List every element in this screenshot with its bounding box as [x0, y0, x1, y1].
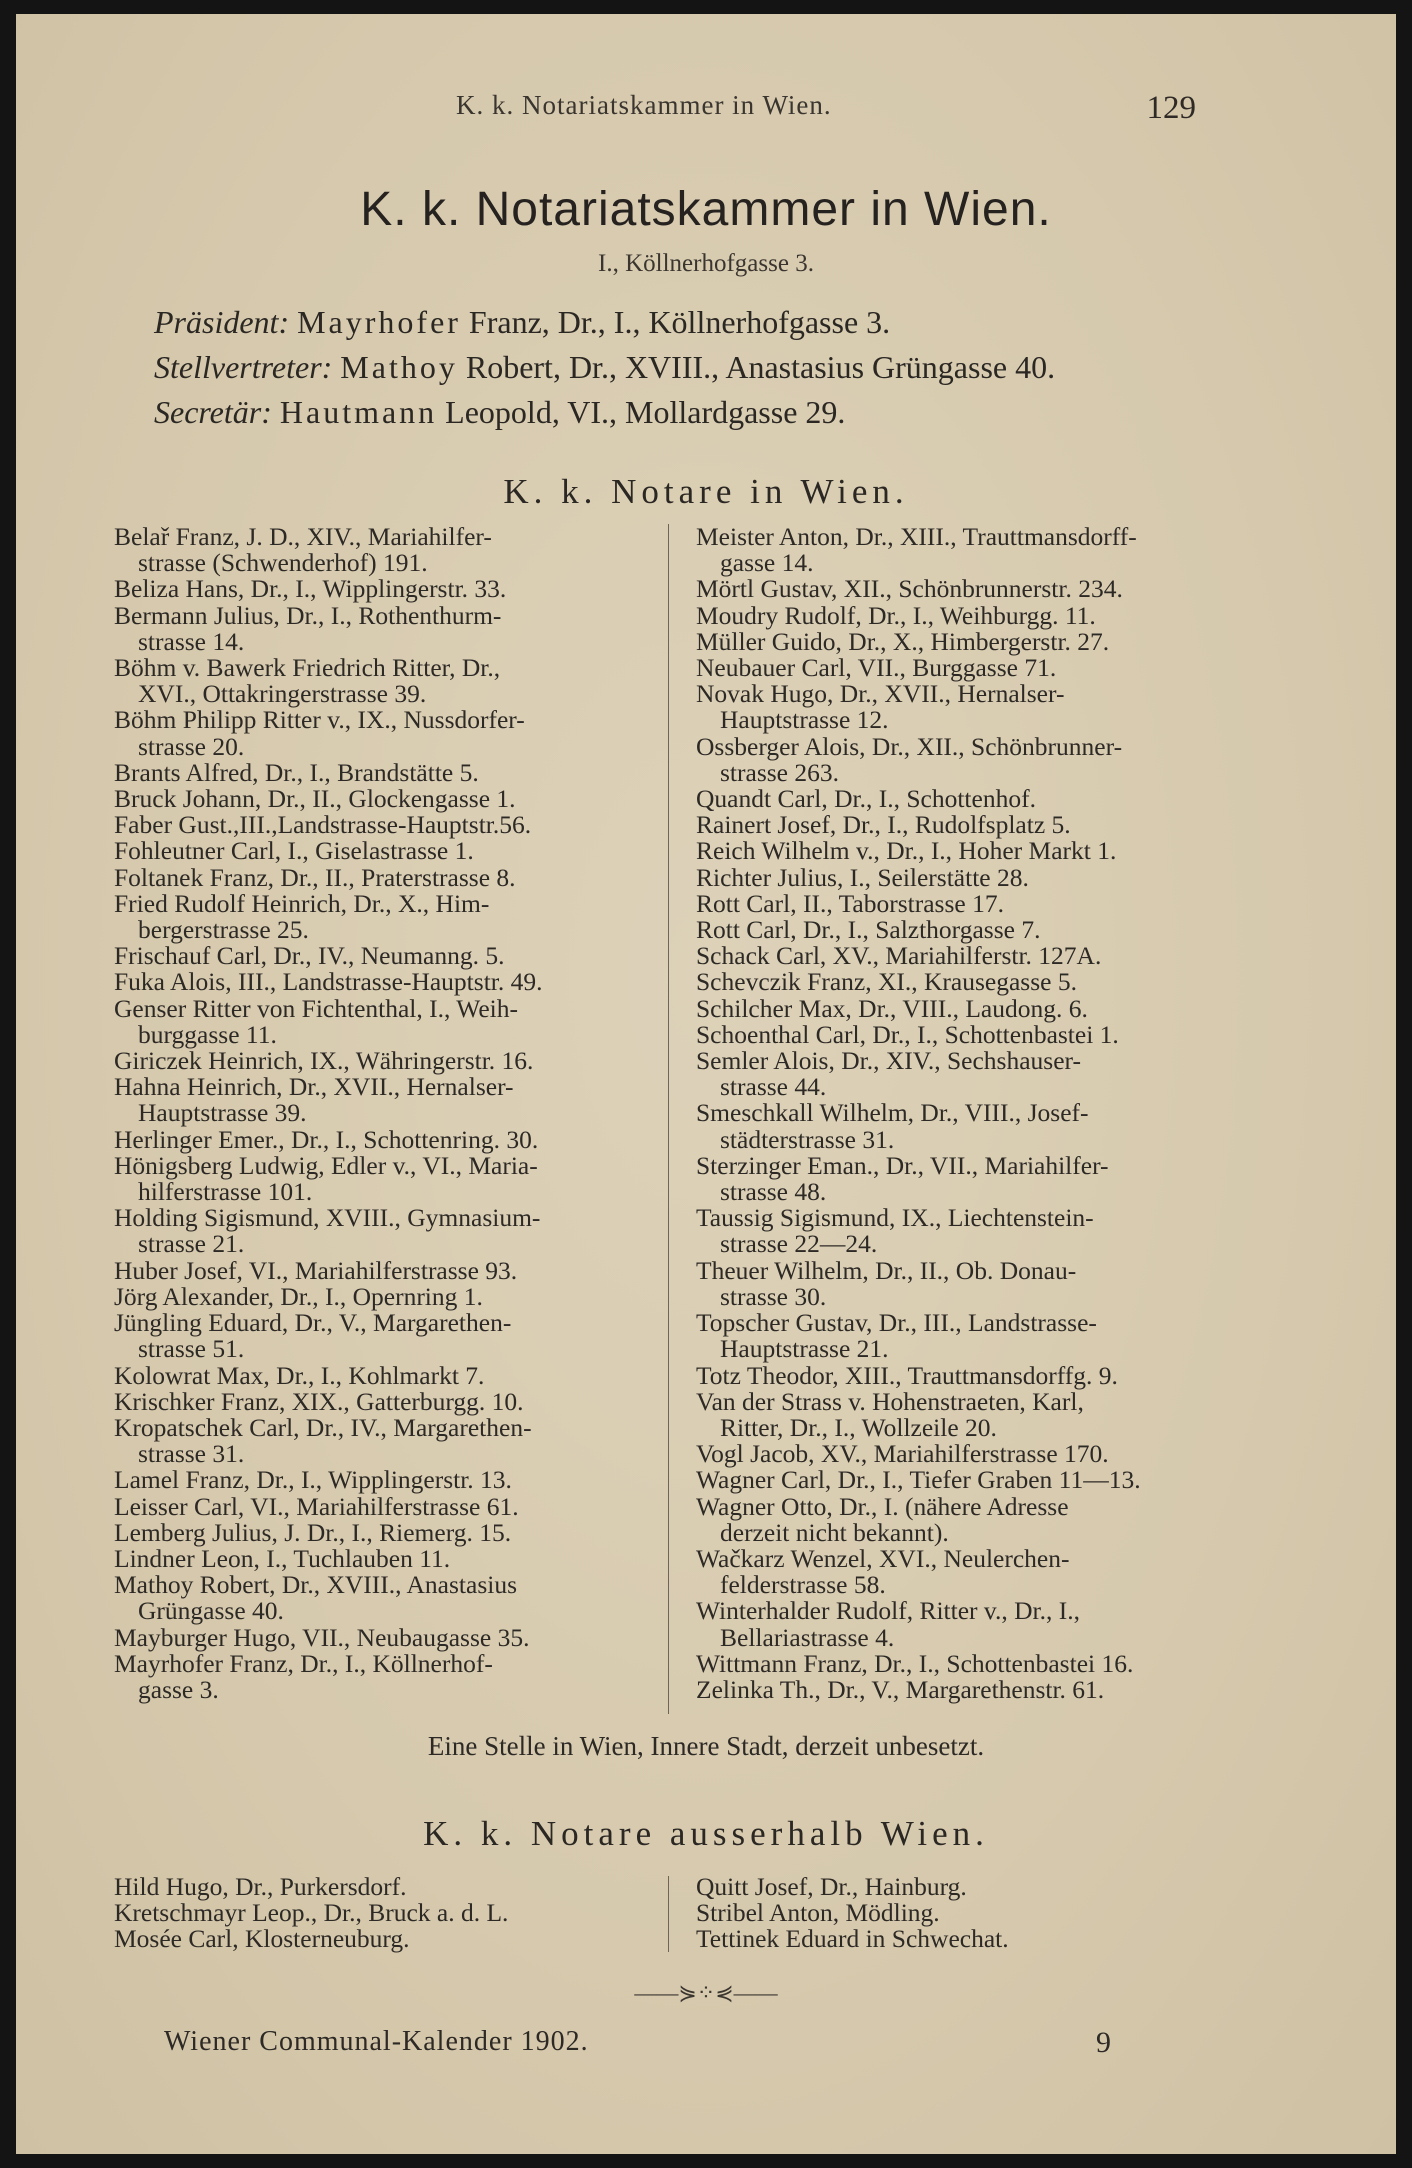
notary-entry-continuation: burggasse 11.: [138, 1019, 277, 1049]
notary-entry-line: Herlinger Emer., Dr., I., Schottenring. 30.: [114, 1124, 539, 1154]
publication-title: Wiener Communal-Kalender 1902.: [164, 2026, 589, 2057]
notary-entry-line: Lindner Leon, I., Tuchlauben 11.: [114, 1543, 451, 1573]
officer-details: Leopold, VI., Mollardgasse 29.: [445, 394, 846, 430]
notary-entry: [114, 969, 542, 995]
notary-entry: [114, 655, 542, 707]
document-page: [16, 14, 1396, 2154]
notary-entry: [696, 1648, 1141, 1678]
vienna-notaries-left-column: [114, 524, 542, 1703]
column-divider: [668, 524, 669, 1714]
notary-entry: [114, 1543, 542, 1573]
notary-entry-line: Ossberger Alois, Dr., XII., Schönbrunner-: [696, 731, 1123, 761]
officer-secretary: [154, 390, 1264, 435]
notary-entry-continuation: strasse 21.: [138, 1229, 245, 1259]
notary-entry: [114, 993, 542, 1049]
notary-entry-line: Reich Wilhelm v., Dr., I., Hoher Markt 1.: [696, 836, 1117, 866]
notary-entry: [114, 600, 542, 656]
notary-entry-line: Schevczik Franz, XI., Krausegasse 5.: [696, 967, 1077, 997]
notary-entry: [114, 1150, 542, 1207]
notary-entry-line: Meister Anton, Dr., XIII., Trauttmansdorff-: [696, 522, 1137, 551]
notary-entry-line: Huber Josef, VI., Mariahilferstrasse 93.: [114, 1255, 518, 1285]
notary-entry: [114, 1900, 508, 1926]
notary-entry-line: Holding Sigismund, XVIII., Gymnasium-: [114, 1203, 541, 1233]
notary-entry: [114, 786, 542, 812]
notary-entry: [696, 1255, 1141, 1311]
page-footer: [16, 2026, 1396, 2066]
notary-entry: [114, 1255, 542, 1285]
notary-entry-continuation: derzeit nicht bekannt).: [720, 1517, 949, 1547]
notary-entry: [696, 917, 1141, 943]
notary-entry-line: Fohleutner Carl, I., Giselastrasse 1.: [114, 836, 474, 866]
notary-entry-continuation: strasse 20.: [138, 731, 245, 761]
notary-entry-line: Böhm v. Bawerk Friedrich Ritter, Dr.,: [114, 653, 501, 683]
notary-entry: [696, 1926, 1009, 1952]
notary-entry-line: Mörtl Gustav, XII., Schönbrunnerstr. 234.: [696, 574, 1123, 604]
vacancy-note: Eine Stelle in Wien, Innere Stadt, derzeit unbesetzt.: [427, 1731, 985, 1761]
notary-entry: [114, 1572, 542, 1624]
officer-details: Robert, Dr., XVIII., Anastasius Grüngasse 40.: [465, 349, 1056, 385]
notary-entry: [696, 1874, 1009, 1900]
notary-entry-line: Leisser Carl, VI., Mariahilferstrasse 61.: [114, 1491, 519, 1521]
notary-entry: [114, 1124, 542, 1154]
notary-entry: [696, 731, 1141, 787]
running-head: [16, 90, 1396, 130]
notary-entry-line: Mathoy Robert, Dr., XVIII., Anastasius: [114, 1570, 517, 1600]
notary-entry: [114, 812, 542, 838]
notary-entry-line: Schoenthal Carl, Dr., I., Schottenbastei 1.: [696, 1019, 1119, 1049]
notary-entry-line: Kretschmayr Leop., Dr., Bruck a. d. L.: [114, 1898, 509, 1928]
notary-entry-line: Winterhalder Rudolf, Ritter v., Dr., I.,: [696, 1596, 1080, 1626]
notary-entry-line: Müller Guido, Dr., X., Himbergerstr. 27.: [696, 626, 1110, 656]
notary-entry-continuation: strasse (Schwenderhof) 191.: [138, 548, 428, 578]
notary-entry: [696, 993, 1141, 1023]
signature-mark: 9: [1096, 2026, 1111, 2059]
notary-entry: [696, 655, 1141, 681]
notary-entry-line: Neubauer Carl, VII., Burggasse 71.: [696, 653, 1057, 683]
chamber-address: I., Köllnerhofgasse 3.: [598, 250, 814, 277]
notary-entry-continuation: gasse 14.: [720, 548, 814, 578]
notary-entry: [696, 1543, 1141, 1600]
notary-entry: [696, 600, 1141, 630]
notary-entry-line: Wagner Otto, Dr., I. (nähere Adresse: [696, 1491, 1069, 1521]
notary-entry-line: Foltanek Franz, Dr., II., Praterstrasse 8.: [114, 862, 516, 892]
notary-entry-line: Quitt Josef, Dr., Hainburg.: [696, 1872, 967, 1901]
notary-entry-line: Hahna Heinrich, Dr., XVII., Hernalser-: [114, 1072, 514, 1102]
notary-entry: [696, 786, 1141, 812]
notary-entry-line: Kolowrat Max, Dr., I., Kohlmarkt 7.: [114, 1360, 485, 1390]
notary-entry-line: Quandt Carl, Dr., I., Schottenhof.: [696, 784, 1036, 814]
notary-entry-continuation: strasse 31.: [138, 1439, 245, 1469]
notary-entry-line: Smeschkall Wilhelm, Dr., VIII., Josef-: [696, 1098, 1089, 1128]
notary-entry-continuation: Ritter, Dr., I., Wollzeile 20.: [720, 1412, 997, 1442]
notary-entry-continuation: strasse 263.: [720, 757, 839, 787]
vienna-section-title: K. k. Notare in Wien.: [503, 472, 909, 511]
notary-entry: [114, 1491, 542, 1521]
notary-entry-line: Topscher Gustav, Dr., III., Landstrasse-: [696, 1308, 1097, 1338]
notary-entry: [114, 1386, 542, 1416]
notary-entry-continuation: strasse 44.: [720, 1072, 827, 1102]
notary-entry-continuation: XVI., Ottakringerstrasse 39.: [138, 679, 427, 709]
notary-entry-line: Fried Rudolf Heinrich, Dr., X., Him-: [114, 888, 490, 918]
notary-entry: [696, 524, 1141, 576]
notary-entry-line: Schack Carl, XV., Mariahilferstr. 127A.: [696, 941, 1102, 971]
notary-entry-line: Faber Gust.,III.,Landstrasse-Hauptstr.56.: [114, 810, 532, 840]
notary-entry-line: Mosée Carl, Klosterneuburg.: [114, 1924, 410, 1954]
notary-entry: [696, 812, 1141, 838]
notary-entry-line: Semler Alois, Dr., XIV., Sechshauser-: [696, 1046, 1082, 1076]
notary-entry-continuation: strasse 22—24.: [720, 1229, 878, 1259]
officer-deputy: [154, 345, 1264, 390]
notary-entry-line: Jörg Alexander, Dr., I., Opernring 1.: [114, 1281, 483, 1311]
notary-entry: [114, 838, 542, 864]
notary-entry: [696, 1150, 1141, 1207]
notary-entry-line: Böhm Philipp Ritter v., IX., Nussdorfer-: [114, 705, 525, 735]
officer-surname: Mayrhofer: [297, 304, 461, 340]
notary-entry: [696, 1674, 1141, 1704]
notary-entry-line: Moudry Rudolf, Dr., I., Weihburgg. 11.: [696, 600, 1096, 630]
notary-entry-continuation: felderstrasse 58.: [720, 1570, 886, 1600]
notary-entry-line: Wačkarz Wenzel, XVI., Neulerchen-: [696, 1543, 1070, 1573]
notary-entry: [696, 626, 1141, 656]
notary-entry: [114, 1648, 542, 1704]
notary-entry: [696, 1048, 1141, 1100]
notary-entry-continuation: gasse 3.: [138, 1674, 219, 1704]
notary-entry: [696, 1205, 1141, 1257]
notary-entry-line: Fuka Alois, III., Landstrasse-Hauptstr. 49.: [114, 967, 543, 997]
notary-entry: [696, 681, 1141, 733]
notary-entry: [696, 969, 1141, 995]
officer-surname: Hautmann: [279, 394, 438, 430]
notary-entry-continuation: Bellariastrasse 4.: [720, 1622, 895, 1652]
notary-entry-line: Richter Julius, I., Seilerstätte 28.: [696, 862, 1029, 892]
notary-entry-line: Jüngling Eduard, Dr., V., Margarethen-: [114, 1308, 512, 1338]
notary-entry: [114, 1412, 542, 1469]
notary-entry-line: Frischauf Carl, Dr., IV., Neumanng. 5.: [114, 941, 505, 971]
notary-entry: [114, 524, 542, 576]
notary-entry: [696, 1441, 1141, 1467]
officers-list: [154, 300, 1264, 435]
notary-entry-line: Hönigsberg Ludwig, Edler v., VI., Maria-: [114, 1150, 538, 1180]
notary-entry-continuation: strasse 30.: [720, 1281, 827, 1311]
notary-entry-line: Kropatschek Carl, Dr., IV., Margarethen-: [114, 1412, 532, 1442]
notary-entry: [696, 888, 1141, 918]
notary-entry: [696, 1491, 1141, 1547]
notary-entry-line: Hild Hugo, Dr., Purkersdorf.: [114, 1872, 407, 1901]
notary-entry: [114, 1310, 542, 1362]
notary-entry-continuation: Hauptstrasse 21.: [720, 1334, 889, 1364]
officer-role: Secretär:: [154, 394, 272, 430]
notary-entry: [114, 1622, 542, 1652]
officer-role: Präsident:: [154, 304, 290, 340]
vienna-notaries-right-column: [696, 524, 1141, 1703]
notary-entry-line: Lamel Franz, Dr., I., Wipplingerstr. 13.: [114, 1465, 512, 1495]
notary-entry-continuation: Grüngasse 40.: [138, 1596, 284, 1626]
outside-section-title: K. k. Notare ausserhalb Wien.: [423, 1814, 989, 1853]
notary-entry: [696, 1310, 1141, 1362]
notary-entry: [114, 1874, 508, 1900]
outside-notaries-right-column: [696, 1874, 1009, 1953]
officer-role: Stellvertreter:: [154, 349, 333, 385]
notary-entry-line: Rainert Josef, Dr., I., Rudolfsplatz 5.: [696, 810, 1071, 840]
ornament-divider: ——⋟⁘⋞——: [634, 1980, 778, 2005]
notary-entry-line: Wagner Carl, Dr., I., Tiefer Graben 11—13.: [696, 1465, 1141, 1495]
notary-entry: [696, 1386, 1141, 1442]
notary-entry-continuation: strasse 14.: [138, 626, 245, 656]
notary-entry-line: Belař Franz, J. D., XIV., Mariahilfer-: [114, 522, 492, 551]
notary-entry: [696, 862, 1141, 892]
notary-entry-line: Mayburger Hugo, VII., Neubaugasse 35.: [114, 1622, 530, 1652]
notary-entry-line: Wittmann Franz, Dr., I., Schottenbastei 16.: [696, 1648, 1134, 1678]
notary-entry: [696, 1100, 1141, 1152]
notary-entry: [114, 1205, 542, 1257]
notary-entry: [114, 1517, 542, 1547]
notary-entry-continuation: Hauptstrasse 12.: [720, 705, 889, 735]
notary-entry-continuation: bergerstrasse 25.: [138, 915, 309, 945]
column-divider: [668, 1876, 669, 1952]
notary-entry-line: Mayrhofer Franz, Dr., I., Köllnerhof-: [114, 1648, 493, 1678]
notary-entry-line: Bermann Julius, Dr., I., Rothenthurm-: [114, 600, 502, 630]
notary-entry: [114, 576, 542, 602]
officer-details: Franz, Dr., I., Köllnerhofgasse 3.: [468, 304, 891, 340]
notary-entry: [696, 1360, 1141, 1390]
notary-entry-line: Novak Hugo, Dr., XVII., Hernalser-: [696, 679, 1065, 709]
notary-entry-line: Theuer Wilhelm, Dr., II., Ob. Donau-: [696, 1255, 1077, 1285]
notary-entry-line: Zelinka Th., Dr., V., Margarethenstr. 61.: [696, 1674, 1105, 1704]
notary-entry-line: Lemberg Julius, J. Dr., I., Riemerg. 15.: [114, 1517, 512, 1547]
notary-entry-line: Genser Ritter von Fichtenthal, I., Weih-: [114, 993, 518, 1023]
officer-surname: Mathoy: [340, 349, 458, 385]
notary-entry: [696, 576, 1141, 602]
notary-entry: [696, 1598, 1141, 1650]
notary-entry-line: Taussig Sigismund, IX., Liechtenstein-: [696, 1203, 1094, 1233]
notary-entry: [114, 943, 542, 969]
notary-entry: [114, 1048, 542, 1074]
notary-entry-line: Bruck Johann, Dr., II., Glockengasse 1.: [114, 784, 516, 814]
notary-entry: [114, 757, 542, 787]
chamber-title: K. k. Notariatskammer in Wien.: [360, 183, 1052, 236]
notary-entry-line: Rott Carl, II., Taborstrasse 17.: [696, 888, 1004, 918]
notary-entry-line: Totz Theodor, XIII., Trauttmansdorffg. 9.: [696, 1360, 1118, 1390]
notary-entry-line: Vogl Jacob, XV., Mariahilferstrasse 170.: [696, 1439, 1109, 1469]
notary-entry: [114, 1926, 508, 1952]
page-number: 129: [1146, 90, 1196, 126]
notary-entry: [114, 888, 542, 945]
notary-entry: [114, 1074, 542, 1126]
notary-entry-line: Tettinek Eduard in Schwechat.: [696, 1924, 1009, 1954]
notary-entry: [696, 943, 1141, 969]
running-title: K. k. Notariatskammer in Wien.: [456, 90, 832, 120]
outside-notaries-left-column: [114, 1874, 508, 1953]
notary-entry-continuation: strasse 51.: [138, 1334, 245, 1364]
notary-entry-line: Schilcher Max, Dr., VIII., Laudong. 6.: [696, 993, 1088, 1023]
notary-entry-continuation: städterstrasse 31.: [720, 1124, 895, 1154]
notary-entry-line: Krischker Franz, XIX., Gatterburgg. 10.: [114, 1386, 524, 1416]
notary-entry-continuation: strasse 48.: [720, 1177, 827, 1207]
notary-entry: [114, 1281, 542, 1311]
notary-entry-continuation: Hauptstrasse 39.: [138, 1098, 307, 1128]
notary-entry: [114, 1360, 542, 1390]
notary-entry-continuation: hilferstrasse 101.: [138, 1177, 313, 1207]
notary-entry-line: Giriczek Heinrich, IX., Währingerstr. 16.: [114, 1046, 534, 1076]
officer-president: [154, 300, 1264, 345]
notary-entry: [696, 1467, 1141, 1493]
notary-entry-line: Stribel Anton, Mödling.: [696, 1898, 940, 1928]
notary-entry: [114, 1467, 542, 1493]
notary-entry: [114, 862, 542, 892]
notary-entry: [696, 838, 1141, 864]
notary-entry-line: Beliza Hans, Dr., I., Wipplingerstr. 33.: [114, 574, 507, 604]
notary-entry: [114, 707, 542, 759]
notary-entry-line: Van der Strass v. Hohenstraeten, Karl,: [696, 1386, 1084, 1416]
notary-entry-line: Sterzinger Eman., Dr., VII., Mariahilfer-: [696, 1150, 1109, 1180]
notary-entry-line: Brants Alfred, Dr., I., Brandstätte 5.: [114, 757, 479, 787]
notary-entry: [696, 1019, 1141, 1049]
notary-entry: [696, 1900, 1009, 1926]
notary-entry-line: Rott Carl, Dr., I., Salzthorgasse 7.: [696, 915, 1041, 945]
